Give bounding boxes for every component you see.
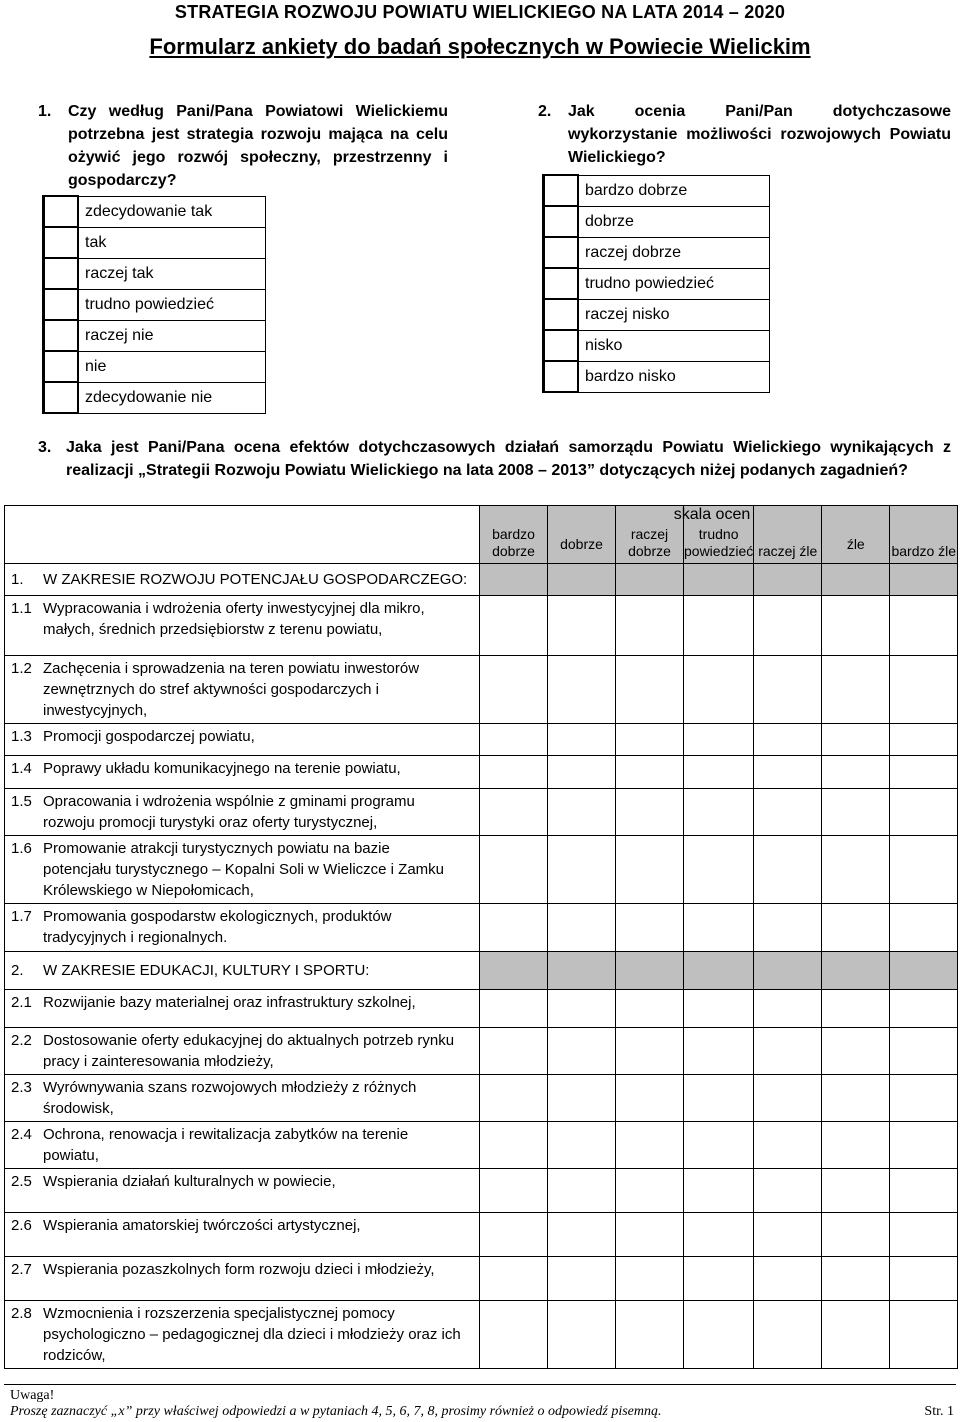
rating-cell[interactable] xyxy=(480,1075,548,1122)
item-text: Opracowania i wdrożenia wspólnie z gminami programu rozwoju promocji turystyki oraz oferty turystycznej, xyxy=(43,793,415,831)
item-text: Wyrównywania szans rozwojowych młodzieży z różnych środowisk, xyxy=(43,1079,417,1117)
rating-cell[interactable] xyxy=(822,990,890,1028)
table-row xyxy=(5,904,958,952)
item-text: Wzmocnienia i rozszerzenia specjalistycznej pomocy psychologiczno – pedagogicznej dla dzieci i młodzieży oraz ich rodziców, xyxy=(43,1305,461,1364)
section-number: 2. xyxy=(11,962,24,979)
item-text: Poprawy układu komunikacyjnego na terenie powiatu, xyxy=(43,760,401,777)
section-title xyxy=(5,952,480,990)
option-label: trudno powiedzieć xyxy=(578,268,770,299)
rating-table xyxy=(4,505,958,1369)
rating-cell[interactable] xyxy=(684,656,754,724)
item-text-cell xyxy=(5,724,480,756)
item-text: Zachęcenia i sprowadzenia na teren powiatu inwestorów zewnętrznych do stref aktywności gospodarczych i inwestycyjnych, xyxy=(43,660,420,719)
rating-cell[interactable] xyxy=(684,1122,754,1169)
rating-cell[interactable] xyxy=(754,1257,822,1301)
item-text-cell xyxy=(5,1213,480,1257)
item-text: Promocji gospodarczej powiatu, xyxy=(43,728,255,745)
rating-cell[interactable] xyxy=(890,836,958,904)
rating-cell[interactable] xyxy=(890,1075,958,1122)
question-3-number: 3. xyxy=(38,439,52,456)
table-row xyxy=(5,836,958,904)
rating-cell[interactable] xyxy=(684,1028,754,1075)
footer-note-text: Proszę zaznaczyć „x” przy właściwej odpowiedzi a w pytaniach 4, 5, 6, 7, 8, prosimy również o odpowiedź pisemną. xyxy=(10,1404,662,1419)
footer-note-title: Uwaga! xyxy=(10,1388,55,1403)
rating-cell[interactable] xyxy=(822,1169,890,1213)
rating-cell[interactable] xyxy=(754,990,822,1028)
rating-cell[interactable] xyxy=(480,1301,548,1369)
option-checkbox[interactable] xyxy=(544,206,579,237)
question-1-options xyxy=(42,195,266,414)
item-number: 1.4 xyxy=(11,760,32,777)
scale-col-header: raczej dobrze xyxy=(616,506,684,564)
scale-col-header: bardzo dobrze xyxy=(480,506,548,564)
option-label: raczej dobrze xyxy=(578,237,770,268)
rating-cell[interactable] xyxy=(548,1028,616,1075)
item-text-cell xyxy=(5,1169,480,1213)
question-2-options xyxy=(542,174,770,393)
rating-cell[interactable] xyxy=(754,656,822,724)
table-row xyxy=(5,596,958,656)
rating-cell[interactable] xyxy=(480,1213,548,1257)
item-text-cell xyxy=(5,990,480,1028)
rating-cell[interactable] xyxy=(754,1075,822,1122)
table-row xyxy=(5,756,958,789)
option-row xyxy=(44,382,266,413)
option-label: bardzo nisko xyxy=(578,361,770,392)
item-number: 1.7 xyxy=(11,908,32,925)
option-checkbox[interactable] xyxy=(544,237,579,268)
item-text-cell xyxy=(5,1028,480,1075)
rating-cell[interactable] xyxy=(684,1257,754,1301)
rating-cell[interactable] xyxy=(822,724,890,756)
rating-cell[interactable] xyxy=(480,1169,548,1213)
section-gray-cell xyxy=(616,952,684,990)
item-number: 2.4 xyxy=(11,1126,32,1143)
rating-cell[interactable] xyxy=(684,1301,754,1369)
option-checkbox[interactable] xyxy=(544,175,579,206)
rating-cell[interactable] xyxy=(890,990,958,1028)
rating-cell[interactable] xyxy=(480,1122,548,1169)
rating-cell[interactable] xyxy=(548,1169,616,1213)
item-text: Promowania gospodarstw ekologicznych, produktów tradycyjnych i regionalnych. xyxy=(43,908,392,946)
item-text-cell xyxy=(5,756,480,789)
option-checkbox[interactable] xyxy=(544,361,579,392)
table-row xyxy=(5,1075,958,1122)
item-number: 1.6 xyxy=(11,840,32,857)
item-number: 2.2 xyxy=(11,1032,32,1049)
document-title: STRATEGIA ROZWOJU POWIATU WIELICKIEGO NA LATA 2014 – 2020 xyxy=(174,2,786,22)
rating-cell[interactable] xyxy=(480,1028,548,1075)
item-text-cell xyxy=(5,904,480,952)
item-text: Promowanie atrakcji turystycznych powiatu na bazie potencjału turystycznego – Kopalni Soli w Wieliczce i Zamku Królewskiego w Niepołomicach, xyxy=(43,840,445,899)
option-label: zdecydowanie nie xyxy=(78,382,266,413)
section-gray-cell xyxy=(616,564,684,596)
section-gray-cell xyxy=(890,564,958,596)
option-row xyxy=(44,227,266,258)
rating-cell[interactable] xyxy=(822,1213,890,1257)
option-checkbox[interactable] xyxy=(544,299,579,330)
rating-cell[interactable] xyxy=(548,1122,616,1169)
option-checkbox[interactable] xyxy=(544,330,579,361)
scale-col-header: źle xyxy=(822,506,890,564)
option-checkbox[interactable] xyxy=(544,268,579,299)
rating-cell[interactable] xyxy=(822,1075,890,1122)
rating-cell[interactable] xyxy=(822,836,890,904)
rating-cell[interactable] xyxy=(684,1169,754,1213)
rating-cell[interactable] xyxy=(822,789,890,836)
rating-cell[interactable] xyxy=(616,756,684,789)
rating-cell[interactable] xyxy=(890,1169,958,1213)
rating-cell[interactable] xyxy=(890,1213,958,1257)
rating-cell[interactable] xyxy=(822,596,890,656)
rating-cell[interactable] xyxy=(822,756,890,789)
rating-cell[interactable] xyxy=(548,1213,616,1257)
option-label: bardzo dobrze xyxy=(578,175,770,206)
table-row xyxy=(5,1028,958,1075)
rating-cell[interactable] xyxy=(890,1257,958,1301)
option-checkbox[interactable] xyxy=(44,382,79,413)
rating-cell[interactable] xyxy=(616,1075,684,1122)
rating-cell[interactable] xyxy=(822,1122,890,1169)
rating-cell[interactable] xyxy=(548,1257,616,1301)
table-row xyxy=(5,1122,958,1169)
option-row xyxy=(44,258,266,289)
page-number: Str. 1 xyxy=(924,1404,954,1419)
rating-cell[interactable] xyxy=(684,990,754,1028)
rating-cell[interactable] xyxy=(480,904,548,952)
table-row xyxy=(5,789,958,836)
rating-cell[interactable] xyxy=(890,596,958,656)
rating-cell[interactable] xyxy=(754,1301,822,1369)
option-row xyxy=(44,196,266,227)
option-label: raczej tak xyxy=(78,258,266,289)
table-row xyxy=(5,1169,958,1213)
rating-cell[interactable] xyxy=(616,1169,684,1213)
rating-cell[interactable] xyxy=(890,1122,958,1169)
table-row xyxy=(5,656,958,724)
table-row xyxy=(5,1301,958,1369)
option-checkbox[interactable] xyxy=(44,289,79,320)
rating-cell[interactable] xyxy=(548,990,616,1028)
item-text-cell xyxy=(5,596,480,656)
item-text-cell xyxy=(5,656,480,724)
scale-col-header: bardzo źle xyxy=(890,506,958,564)
option-row xyxy=(544,268,770,299)
rating-cell[interactable] xyxy=(480,656,548,724)
section-gray-cell xyxy=(684,952,754,990)
section-gray-cell xyxy=(684,564,754,596)
rating-cell[interactable] xyxy=(754,1213,822,1257)
rating-cell[interactable] xyxy=(548,789,616,836)
rating-cell[interactable] xyxy=(684,836,754,904)
rating-cell[interactable] xyxy=(890,656,958,724)
rating-cell[interactable] xyxy=(822,1301,890,1369)
table-row xyxy=(5,1213,958,1257)
item-text: Dostosowanie oferty edukacyjnej do aktualnych potrzeb rynku pracy i zainteresowania młodzieży, xyxy=(43,1032,455,1070)
rating-cell[interactable] xyxy=(890,789,958,836)
section-title-text: W ZAKRESIE EDUKACJI, KULTURY I SPORTU: xyxy=(43,962,370,979)
item-number: 1.2 xyxy=(11,660,32,677)
rating-cell[interactable] xyxy=(548,656,616,724)
rating-cell[interactable] xyxy=(480,724,548,756)
option-label: raczej nisko xyxy=(578,299,770,330)
rating-cell[interactable] xyxy=(616,724,684,756)
option-row xyxy=(544,237,770,268)
rating-cell[interactable] xyxy=(616,789,684,836)
option-row xyxy=(44,351,266,382)
option-row xyxy=(544,330,770,361)
option-checkbox[interactable] xyxy=(44,320,79,351)
rating-cell[interactable] xyxy=(890,756,958,789)
table-row xyxy=(5,724,958,756)
question-3-text: Jaka jest Pani/Pana ocena efektów dotychczasowych działań samorządu Powiatu Wielickiego wynikających z realizacji „Strategii Rozwoju Powiatu Wielickiego na lata 2008 – 2013” dotyczących niżej podanych zagadnień? xyxy=(66,439,951,479)
section-gray-cell xyxy=(890,952,958,990)
option-label: nisko xyxy=(578,330,770,361)
option-row xyxy=(44,289,266,320)
item-text: Wspierania działań kulturalnych w powiecie, xyxy=(43,1173,336,1190)
option-label: raczej nie xyxy=(78,320,266,351)
footer xyxy=(10,1388,954,1420)
option-checkbox[interactable] xyxy=(44,227,79,258)
rating-cell[interactable] xyxy=(890,904,958,952)
rating-cell[interactable] xyxy=(754,836,822,904)
scale-title: skala ocen xyxy=(673,506,751,523)
item-number: 2.1 xyxy=(11,994,32,1011)
rating-cell[interactable] xyxy=(616,990,684,1028)
section-title-text: W ZAKRESIE ROZWOJU POTENCJAŁU GOSPODARCZEGO: xyxy=(43,571,468,588)
section-gray-cell xyxy=(754,952,822,990)
rating-cell[interactable] xyxy=(548,596,616,656)
option-row xyxy=(44,320,266,351)
item-number: 1.5 xyxy=(11,793,32,810)
rating-cell[interactable] xyxy=(754,724,822,756)
rating-cell[interactable] xyxy=(616,1301,684,1369)
section-number: 1. xyxy=(11,571,24,588)
rating-cell[interactable] xyxy=(684,904,754,952)
rating-cell[interactable] xyxy=(754,1028,822,1075)
rating-cell[interactable] xyxy=(684,596,754,656)
section-gray-cell xyxy=(822,952,890,990)
option-row xyxy=(544,361,770,392)
option-label: nie xyxy=(78,351,266,382)
rating-cell[interactable] xyxy=(754,756,822,789)
option-label: tak xyxy=(78,227,266,258)
rating-cell[interactable] xyxy=(822,656,890,724)
question-3 xyxy=(38,436,951,482)
option-row xyxy=(544,175,770,206)
option-label: dobrze xyxy=(578,206,770,237)
item-text-cell xyxy=(5,789,480,836)
section-row xyxy=(5,564,958,596)
rating-cell[interactable] xyxy=(548,836,616,904)
rating-cell[interactable] xyxy=(548,724,616,756)
option-label: zdecydowanie tak xyxy=(78,196,266,227)
rating-cell[interactable] xyxy=(684,724,754,756)
rating-cell[interactable] xyxy=(754,1169,822,1213)
question-2 xyxy=(538,100,951,393)
item-text-cell xyxy=(5,1122,480,1169)
item-number: 1.3 xyxy=(11,728,32,745)
section-gray-cell xyxy=(822,564,890,596)
section-gray-cell xyxy=(548,952,616,990)
rating-cell[interactable] xyxy=(754,789,822,836)
item-text-cell xyxy=(5,1257,480,1301)
item-text: Rozwijanie bazy materialnej oraz infrastruktury szkolnej, xyxy=(43,994,416,1011)
item-text: Wspierania amatorskiej twórczości artystycznej, xyxy=(43,1217,361,1234)
rating-cell[interactable] xyxy=(616,1122,684,1169)
rating-cell[interactable] xyxy=(822,1028,890,1075)
rating-cell[interactable] xyxy=(616,656,684,724)
option-row xyxy=(544,299,770,330)
item-number: 1.1 xyxy=(11,600,32,617)
rating-cell[interactable] xyxy=(548,756,616,789)
item-text: Wypracowania i wdrożenia oferty inwestycyjnej dla mikro, małych, średnich przedsiębiorstw z terenu powiatu, xyxy=(43,600,425,638)
rating-cell[interactable] xyxy=(754,1122,822,1169)
item-text-cell xyxy=(5,1301,480,1369)
scale-col-header: trudno powiedzieć xyxy=(684,506,754,564)
table-row xyxy=(5,1257,958,1301)
question-2-text: Jak ocenia Pani/Pan dotychczasowe wykorzystanie możliwości rozwojowych Powiatu Wielickiego? xyxy=(568,103,951,166)
rating-cell[interactable] xyxy=(480,596,548,656)
scale-col-header: raczej źle xyxy=(754,506,822,564)
section-gray-cell xyxy=(548,564,616,596)
question-1-text: Czy według Pani/Pana Powiatowi Wielickiemu potrzebna jest strategia rozwoju mająca na celu ożywić jego rozwój społeczny, przestrzenny i gospodarczy? xyxy=(68,103,448,189)
rating-cell[interactable] xyxy=(684,789,754,836)
header-blank-cell xyxy=(5,506,480,564)
rating-cell[interactable] xyxy=(616,1257,684,1301)
footer-divider xyxy=(4,1384,956,1385)
rating-cell[interactable] xyxy=(616,1028,684,1075)
rating-cell[interactable] xyxy=(890,1028,958,1075)
option-label: trudno powiedzieć xyxy=(78,289,266,320)
option-checkbox[interactable] xyxy=(44,196,79,227)
rating-cell[interactable] xyxy=(684,1213,754,1257)
rating-cell[interactable] xyxy=(480,1257,548,1301)
scale-col-header: dobrze xyxy=(548,506,616,564)
rating-cell[interactable] xyxy=(616,1213,684,1257)
rating-cell[interactable] xyxy=(754,596,822,656)
rating-cell[interactable] xyxy=(890,1301,958,1369)
rating-cell[interactable] xyxy=(822,1257,890,1301)
rating-cell[interactable] xyxy=(616,904,684,952)
rating-cell[interactable] xyxy=(616,836,684,904)
item-text: Wspierania pozaszkolnych form rozwoju dzieci i młodzieży, xyxy=(43,1261,435,1278)
option-checkbox[interactable] xyxy=(44,351,79,382)
table-row xyxy=(5,990,958,1028)
rating-cell[interactable] xyxy=(754,904,822,952)
section-row xyxy=(5,952,958,990)
rating-cell[interactable] xyxy=(480,990,548,1028)
item-text: Ochrona, renowacja i rewitalizacja zabytków na terenie powiatu, xyxy=(43,1126,409,1164)
rating-cell[interactable] xyxy=(480,836,548,904)
section-gray-cell xyxy=(480,952,548,990)
item-number: 2.7 xyxy=(11,1261,32,1278)
item-text-cell xyxy=(5,1075,480,1122)
item-text-cell xyxy=(5,836,480,904)
item-number: 2.8 xyxy=(11,1305,32,1322)
rating-cell[interactable] xyxy=(684,756,754,789)
section-title xyxy=(5,564,480,596)
item-number: 2.3 xyxy=(11,1079,32,1096)
rating-cell[interactable] xyxy=(548,904,616,952)
item-number: 2.5 xyxy=(11,1173,32,1190)
option-checkbox[interactable] xyxy=(44,258,79,289)
question-1 xyxy=(38,100,448,414)
rating-cell[interactable] xyxy=(548,1075,616,1122)
rating-cell[interactable] xyxy=(480,789,548,836)
rating-cell[interactable] xyxy=(480,756,548,789)
question-2-number: 2. xyxy=(538,103,552,120)
document-subtitle: Formularz ankiety do badań społecznych w Powiecie Wielickim xyxy=(149,34,811,59)
option-row xyxy=(544,206,770,237)
rating-cell[interactable] xyxy=(548,1301,616,1369)
section-gray-cell xyxy=(480,564,548,596)
rating-cell[interactable] xyxy=(822,904,890,952)
rating-cell[interactable] xyxy=(616,596,684,656)
item-number: 2.6 xyxy=(11,1217,32,1234)
section-gray-cell xyxy=(754,564,822,596)
rating-cell[interactable] xyxy=(684,1075,754,1122)
question-1-number: 1. xyxy=(38,103,52,120)
rating-cell[interactable] xyxy=(890,724,958,756)
